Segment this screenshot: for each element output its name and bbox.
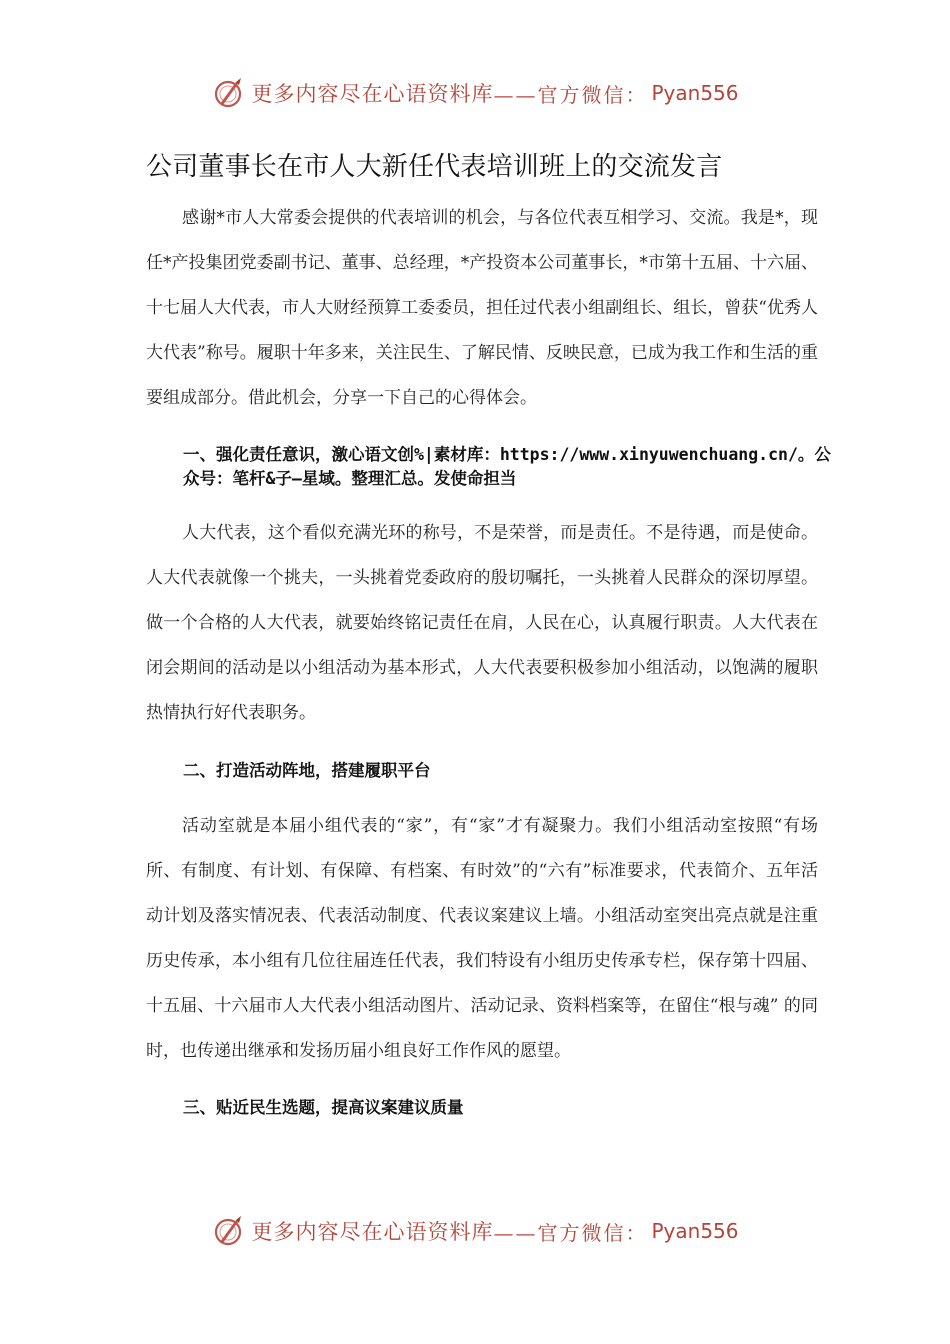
banner-contact-label: ——官方微信：: [493, 82, 648, 107]
section-3-heading: 三、贴近民生选题，提高议案建议质量: [183, 1098, 464, 1117]
section-1-heading: 一、强化责任意识，激心语文创%|素材库：https://www.xinyuwenchuang.cn/。公众号：笔杆&子—星域。整理汇总。发使命担当: [183, 445, 831, 488]
banner-brand-text: 更多内容尽在心语资料库: [251, 1220, 494, 1244]
banner-contact-label: ——官方微信：: [493, 1220, 648, 1245]
section-2-heading: 二、打造活动阵地，搭建履职平台: [183, 761, 431, 780]
document-title: 公司董事长在市人大新任代表培训班上的交流发言: [146, 152, 723, 182]
intro-paragraph: 感谢*市人大常委会提供的代表培训的机会，与各位代表互相学习、交流。我是*，现任*产投集团党委副书记、董事、总经理，*产投资本公司董事长，*市第十五届、十六届、十七届人大代表，市人大财经预算工委委员，担任过代表小组副组长、组长，曾获“优秀人大代表”称号。履职十年多来，关注民生、了解民情、反映民意，已成为我工作和生活的重要组成部分。借此机会，分享一下自己的心得体会。: [146, 208, 818, 408]
section-2-body: 活动室就是本届小组代表的“家”，有“家”才有凝聚力。我们小组活动室按照“有场所、有制度、有计划、有保障、有档案、有时效”的“六有”标准要求，代表简介、五年活动计划及落实情况表、代表活动制度、代表议案建议上墙。小组活动室突出亮点就是注重历史传承，本小组有几位往届连任代表，我们特设有小组历史传承专栏，保存第十四届、十五届、十六届市人大代表小组活动图片、活动记录、资料档案等，在留住“根与魂” 的同时，也传递出继承和发扬历届小组良好工作作风的愿望。: [146, 816, 818, 1061]
quill-pen-logo-icon: [211, 1214, 245, 1248]
banner-wechat-handle: Pyan556: [651, 81, 739, 105]
header-banner: [0, 73, 950, 113]
footer-banner: [0, 1211, 950, 1251]
section-1-body: 人大代表，这个看似充满光环的称号，不是荣誉，而是责任。不是待遇，而是使命。人大代表就像一个挑夫，一头挑着党委政府的殷切嘱托，一头挑着人民群众的深切厚望。做一个合格的人大代表，就要始终铭记责任在肩，人民在心，认真履行职责。人大代表在闭会期间的活动是以小组活动为基本形式，人大代表要积极参加小组活动，以饱满的履职热情执行好代表职务。: [146, 523, 818, 723]
quill-pen-logo-icon: [211, 76, 245, 110]
banner-wechat-handle: Pyan556: [651, 1219, 739, 1243]
banner-brand-text: 更多内容尽在心语资料库: [251, 82, 494, 106]
